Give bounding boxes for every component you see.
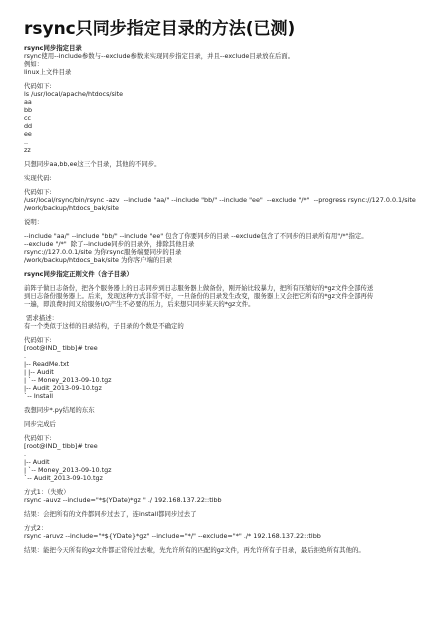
text-line: ee — [24, 130, 32, 138]
text-line: /work/backup/htdocs_bak/site — [24, 204, 119, 212]
text-line: . — [24, 352, 27, 360]
text-line: 方式2： — [24, 524, 48, 532]
text-line: |-- ReadMe.txt — [24, 360, 70, 368]
text-line: aa — [24, 98, 32, 106]
text-line: ls /usr/local/apache/htdocs/site — [24, 90, 124, 98]
text-line: cc — [24, 114, 32, 122]
text-line: rsync -auvz --include="*$(YDate)*gz " ./ 192.168.137.22::tlbb — [24, 496, 222, 504]
text-line: 到日志备份服务器上。后来，发现这种方式非常不好，一旦备份的目录发生改变，服务器上又会把它所有的*gz文件全部再传 — [24, 292, 374, 300]
text-line: .. — [24, 138, 29, 146]
text-line: | |-- Audit — [24, 368, 54, 376]
text-line: 需求描述： — [24, 314, 58, 322]
text-line: bb — [24, 106, 33, 114]
text-line: 一遍，即浪费时间又给服务I/O产生不必要的压力，后来想只同步某天的*gz文件。 — [24, 300, 255, 308]
text-line: 同步完成后 — [24, 420, 56, 428]
text-line: [root@IND_ tlbb]# tree — [24, 442, 98, 450]
text-line: 说明： — [24, 218, 44, 226]
text-line: --include "aa/" --include "bb/" --include "ee" 包含了你要同步的目录 --exclude包含了不同步的目录所有用"/*"指定。 — [24, 232, 368, 240]
section-heading: rsync同步指定目录 — [24, 44, 82, 52]
text-line: 实现代码: — [24, 174, 52, 182]
text-line: | `-- Money_2013-09-10.tgz — [24, 376, 112, 384]
text-line: 方式1：（失败） — [24, 488, 70, 496]
text-line: --exclude "/*" 除了--include同步的目录外，排除其他目录 — [24, 240, 195, 248]
text-line: | `-- Money_2013-09-10.tgz — [24, 466, 112, 474]
text-line: 我想同步*.py结尾的东东 — [24, 406, 95, 414]
page-title: rsync只同步指定目录的方法(已测) — [24, 19, 296, 39]
text-line: zz — [24, 146, 31, 154]
text-line: linux上文件目录 — [24, 68, 72, 76]
text-line: 代码如下: — [24, 188, 52, 196]
text-line: 结果：会把所有的文件都同步过去了，连install都同步过去了 — [24, 510, 197, 518]
text-line: 结果：能把今天所有的gz文件都正常传过去啦，先允许所有的匹配的gz文件，再允许所有子目录，最后拒绝所有其他的。 — [24, 546, 365, 554]
text-line: 例如： — [24, 60, 44, 68]
text-line: rsync -aruvz --include="*${YDate}*gz" --include="*/" --exclude="*" ./* 192.168.137.22::tlbb — [24, 532, 321, 540]
text-line: rsync://127.0.0.1/site 为你rsync服务端要同步的目录 — [24, 248, 182, 256]
text-line: 代码如下: — [24, 82, 52, 90]
text-line: 代码如下: — [24, 336, 52, 344]
text-line: 前阵子做日志备份，把各个服务器上的日志同步到日志服务器上做备份，刚开始比较暴力，把所有压缩好的*gz文件全部传送 — [24, 284, 374, 292]
text-line: `-- Install — [24, 392, 54, 400]
text-line: 只想同步aa,bb,ee这三个目录，其他的不同步。 — [24, 160, 161, 168]
text-line: dd — [24, 122, 33, 130]
document-body — [24, 44, 424, 554]
text-line: 代码如下: — [24, 434, 52, 442]
text-line: [root@IND_ tlbb]# tree — [24, 344, 98, 352]
text-line: /usr/local/rsync/bin/rsync -azv --include "aa/" --include "bb/" --include "ee" --exclude "/*" --progress rsync://127.0.0.1/site — [24, 196, 416, 204]
text-line: 有一个类似于这样的目录结构，子目录的个数是不确定的 — [24, 322, 184, 330]
text-line: |-- Audit — [24, 458, 50, 466]
section-heading: rsync同步指定正则文件（含子目录） — [24, 270, 133, 278]
text-line: `-- Audit_2013-09-10.tgz — [24, 474, 103, 482]
text-line: . — [24, 450, 27, 458]
text-line: rsync使用--include参数与--exclude参数来实现同步指定目录，并且--exclude目录放在后面。 — [24, 52, 295, 60]
text-line: /work/backup/htdocs_bak/site 为你客户端的目录 — [24, 256, 173, 264]
text-line: |-- Audit_2013-09-10.tgz — [24, 384, 102, 392]
